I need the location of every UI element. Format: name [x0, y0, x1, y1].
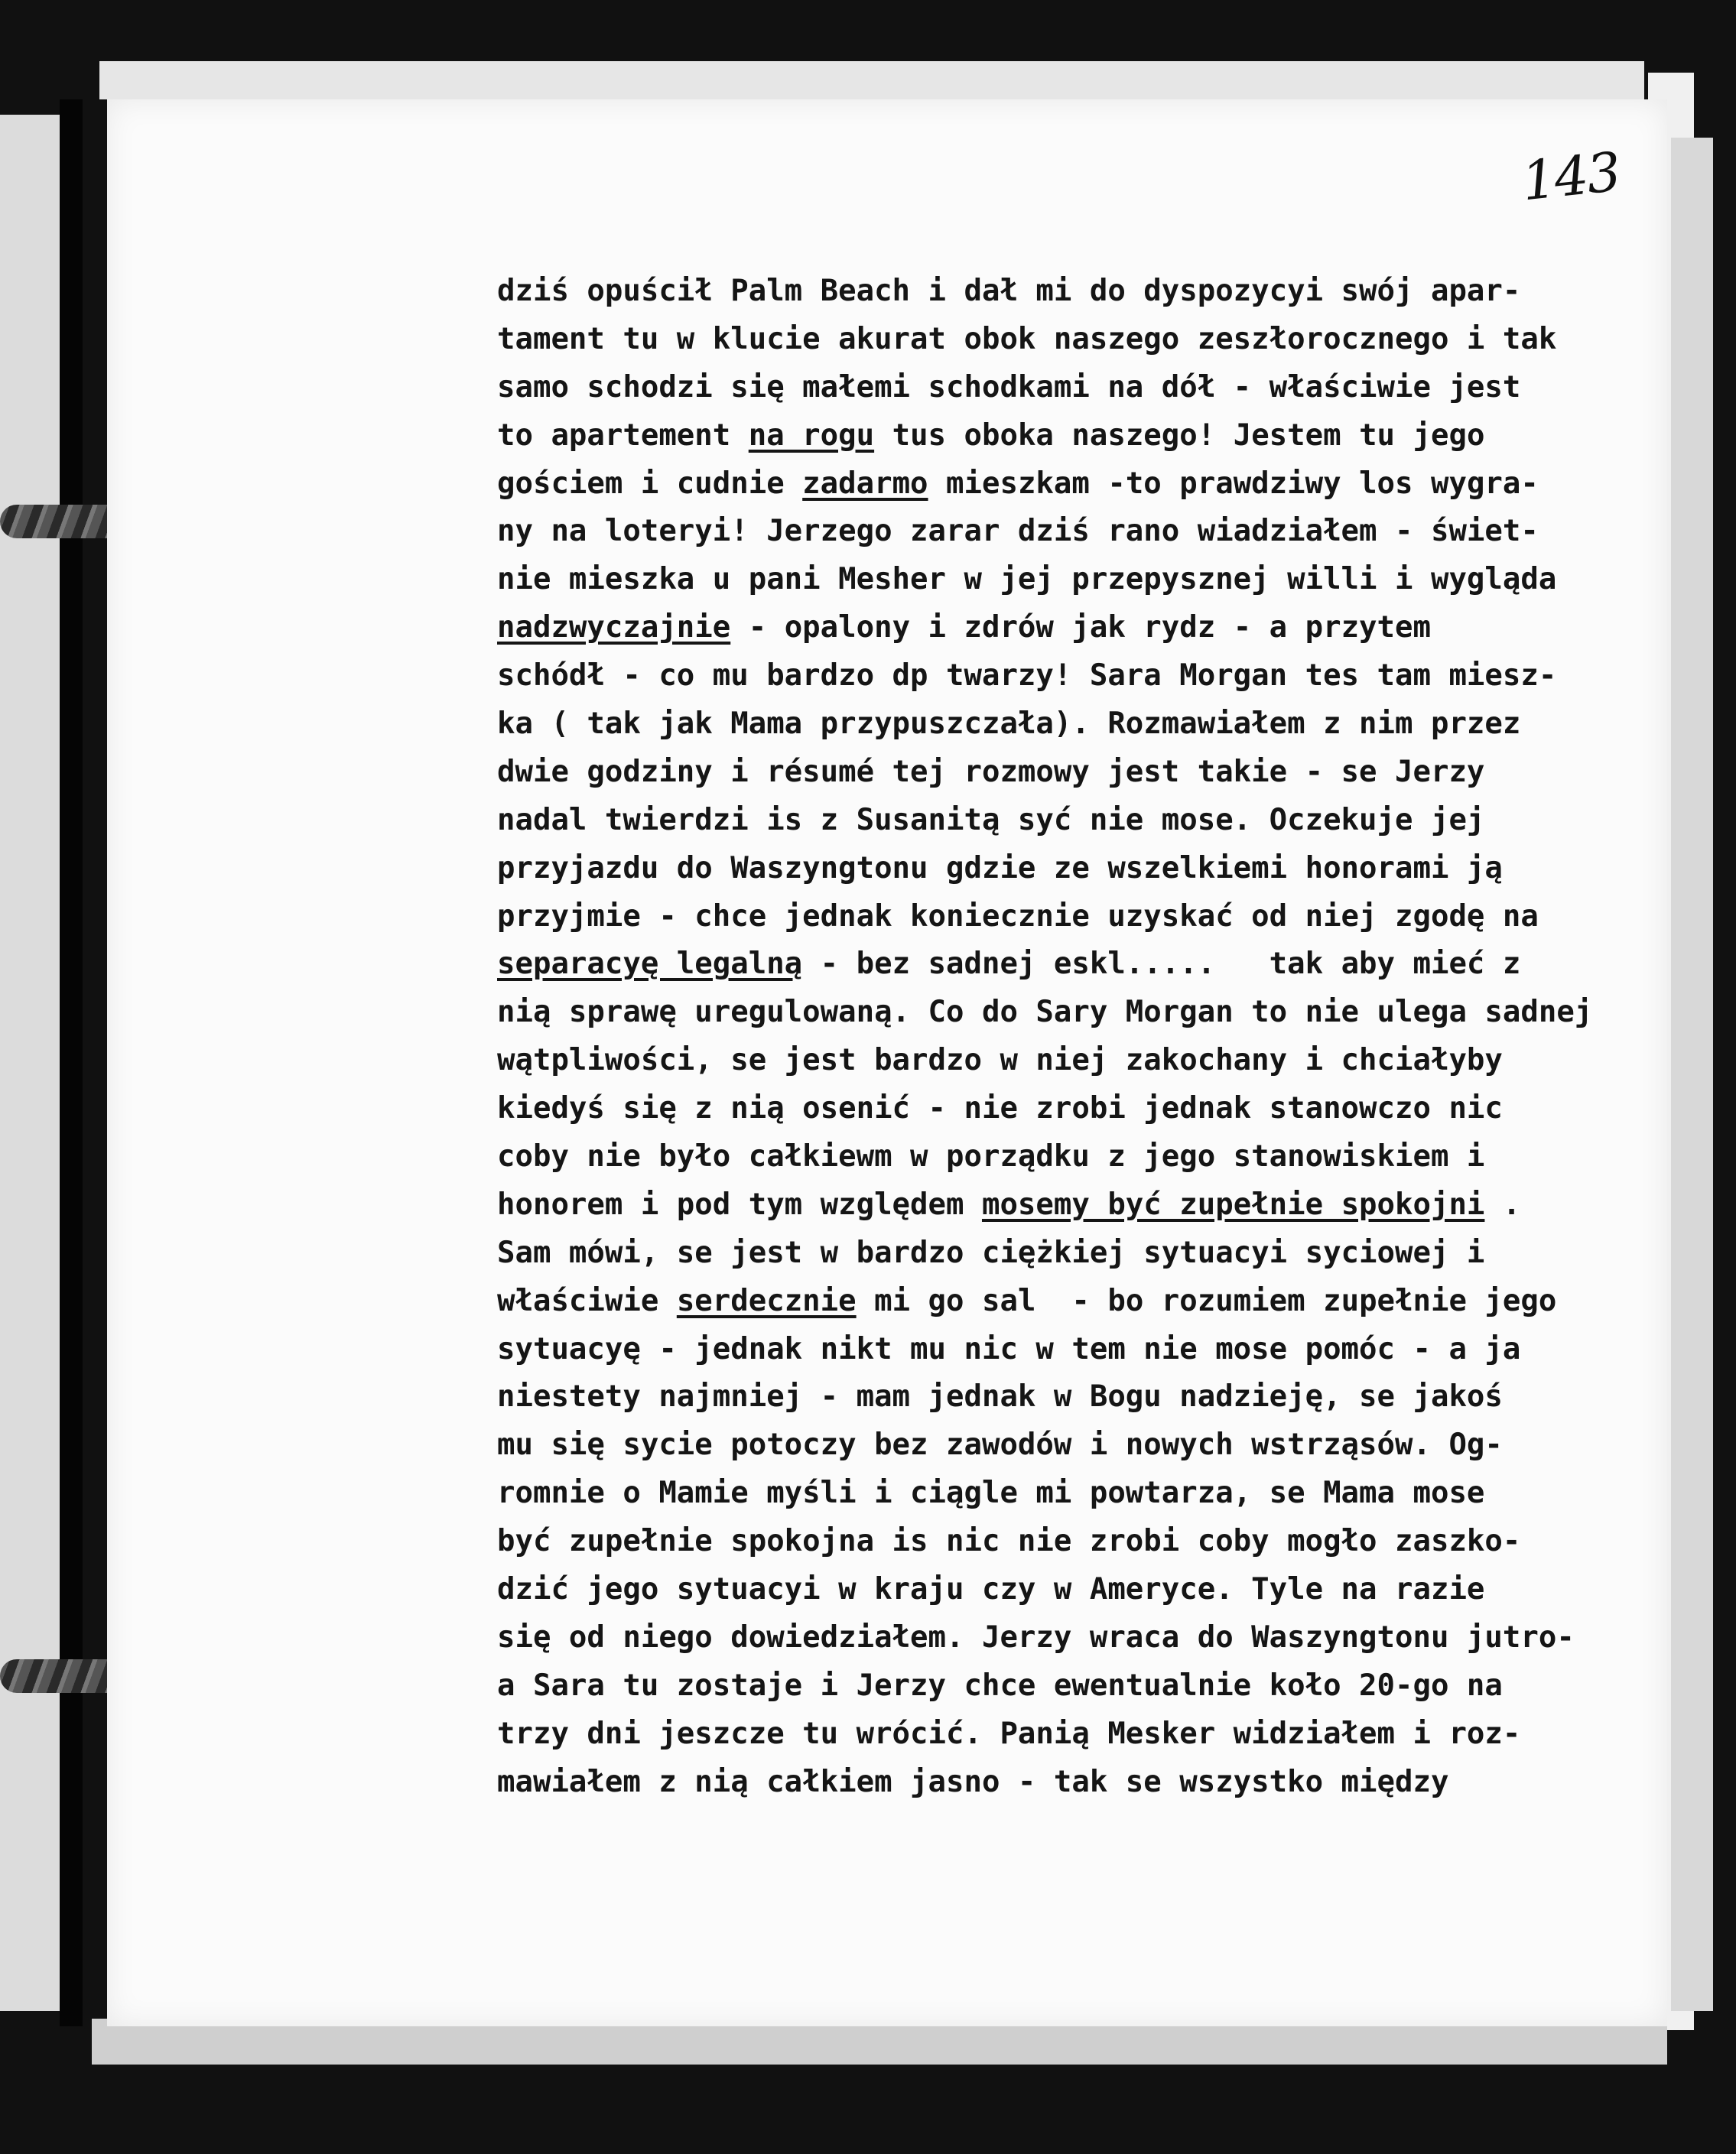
text-segment: mi go sal - bo rozumiem zupełnie jego [856, 1283, 1557, 1318]
text-line [497, 364, 1644, 412]
text-line [497, 1421, 1644, 1470]
text-segment: dziś opuścił Palm Beach i dał mi do dyspozycyi swój apar- [497, 274, 1521, 308]
letter-body [497, 268, 1644, 1807]
text-segment: tus oboka naszego! Jestem tu jego [874, 417, 1485, 453]
text-segment: nadal twierdzi is z Susanitą syć nie mose. Oczekuje jej [497, 802, 1485, 837]
text-segment: nie mieszka u pani Mesher w jej przepysznej willi i wygląda [497, 562, 1557, 597]
underlined-phrase: separacyę legalną [497, 947, 803, 982]
text-line [497, 1326, 1644, 1374]
text-segment: właściwie [497, 1283, 677, 1318]
text-segment: to apartement [497, 417, 749, 453]
text-line [497, 1518, 1644, 1566]
text-segment: dzić jego sytuacyi w kraju czy w Ameryce. Tyle na razie [497, 1572, 1485, 1607]
text-segment: dwie godziny i résumé tej rozmowy jest takie - se Jerzy [497, 754, 1485, 789]
stacked-pages-right-back [1671, 138, 1713, 2011]
text-segment: gościem i cudnie [497, 466, 803, 501]
text-segment: coby nie było całkiewm w porządku z jego stanowiskiem i [497, 1139, 1485, 1174]
text-segment: - opalony i zdrów jak rydz - a przytem [730, 610, 1431, 645]
text-segment: honorem i pod tym względem [497, 1187, 982, 1222]
text-line [497, 1133, 1644, 1181]
text-line [497, 316, 1644, 364]
text-segment: schódł - co mu bardzo dp twarzy! Sara Morgan tes tam miesz- [497, 658, 1557, 694]
text-line [497, 700, 1644, 749]
text-segment: nią sprawę uregulowaną. Co do Sary Morgan to nie ulega sadnej [497, 995, 1593, 1030]
underlined-phrase: serdecznie [676, 1283, 857, 1318]
text-segment: mawiałem z nią całkiem jasno - tak se wszystko między [497, 1764, 1449, 1799]
text-line [497, 1470, 1644, 1518]
text-segment: trzy dni jeszcze tu wrócić. Panią Mesker widziałem i roz- [497, 1716, 1521, 1751]
text-line [497, 1759, 1644, 1807]
text-segment: się od niego dowiedziałem. Jerzy wraca do Waszyngtonu jutro- [497, 1620, 1575, 1655]
text-segment: sytuacyę - jednak nikt mu nic w tem nie mose pomóc - a ja [497, 1331, 1521, 1366]
text-line [497, 845, 1644, 893]
underlined-phrase: na rogu [748, 417, 875, 453]
text-line [497, 1230, 1644, 1278]
text-line [497, 1373, 1644, 1421]
text-line [497, 1711, 1644, 1759]
text-segment: tament tu w klucie akurat obok naszego zeszłorocznego i tak [497, 321, 1557, 356]
text-segment: przyjazdu do Waszyngtonu gdzie ze wszelkiemi honorami ją [497, 850, 1503, 885]
text-line [497, 1278, 1644, 1326]
text-segment: przyjmie - chce jednak koniecznie uzyskać od niej zgodę na [497, 898, 1539, 934]
text-line [497, 797, 1644, 845]
text-line [497, 989, 1644, 1037]
text-segment: niestety najmniej - mam jednak w Bogu nadzieję, se jakoś [497, 1379, 1503, 1415]
underlined-phrase: nadzwyczajnie [497, 610, 731, 645]
text-line [497, 1662, 1644, 1711]
text-line [497, 1614, 1644, 1662]
text-segment: mieszkam -to prawdziwy los wygra- [928, 466, 1539, 501]
text-segment: mu się sycie potoczy bez zawodów i nowych wstrząsów. Og- [497, 1428, 1503, 1463]
underlined-phrase: mosemy być zupełnie spokojni [981, 1187, 1485, 1222]
text-segment: Sam mówi, se jest w bardzo ciężkiej sytuacyi syciowej i [497, 1235, 1485, 1270]
text-segment: romnie o Mamie myśli i ciągle mi powtarza, se Mama mose [497, 1476, 1485, 1511]
text-line [497, 604, 1644, 652]
text-line [497, 412, 1644, 460]
binder-edge-left [0, 115, 60, 2011]
text-segment: . [1484, 1187, 1521, 1222]
text-line [497, 652, 1644, 700]
text-line [497, 893, 1644, 941]
text-line [497, 749, 1644, 797]
stacked-pages-top [99, 61, 1644, 99]
binder-spine [60, 99, 83, 2026]
text-line [497, 1181, 1644, 1230]
text-line [497, 941, 1644, 989]
text-segment: - bez sadnej eskl..... tak aby mieć z [802, 947, 1521, 982]
text-segment: kiedyś się z nią osenić - nie zrobi jednak stanowczo nic [497, 1091, 1503, 1126]
page-number: 143 [1519, 140, 1623, 213]
text-line [497, 268, 1644, 316]
text-line [497, 556, 1644, 604]
text-segment: a Sara tu zostaje i Jerzy chce ewentualnie koło 20-go na [497, 1668, 1503, 1703]
text-line [497, 460, 1644, 508]
text-line [497, 1085, 1644, 1133]
text-segment: wątpliwości, se jest bardzo w niej zakochany i chciałyby [497, 1043, 1503, 1078]
text-segment: ny na loteryi! Jerzego zarar dziś rano wiadziałem - świet- [497, 514, 1539, 549]
text-segment: samo schodzi się małemi schodkami na dół - właściwie jest [497, 369, 1521, 404]
text-line [497, 508, 1644, 556]
text-segment: być zupełnie spokojna is nic nie zrobi coby mogło zaszko- [497, 1524, 1521, 1559]
text-segment: ka ( tak jak Mama przypuszczała). Rozmawiałem z nim przez [497, 707, 1521, 742]
text-line [497, 1037, 1644, 1085]
text-line [497, 1566, 1644, 1614]
underlined-phrase: zadarmo [802, 466, 928, 501]
